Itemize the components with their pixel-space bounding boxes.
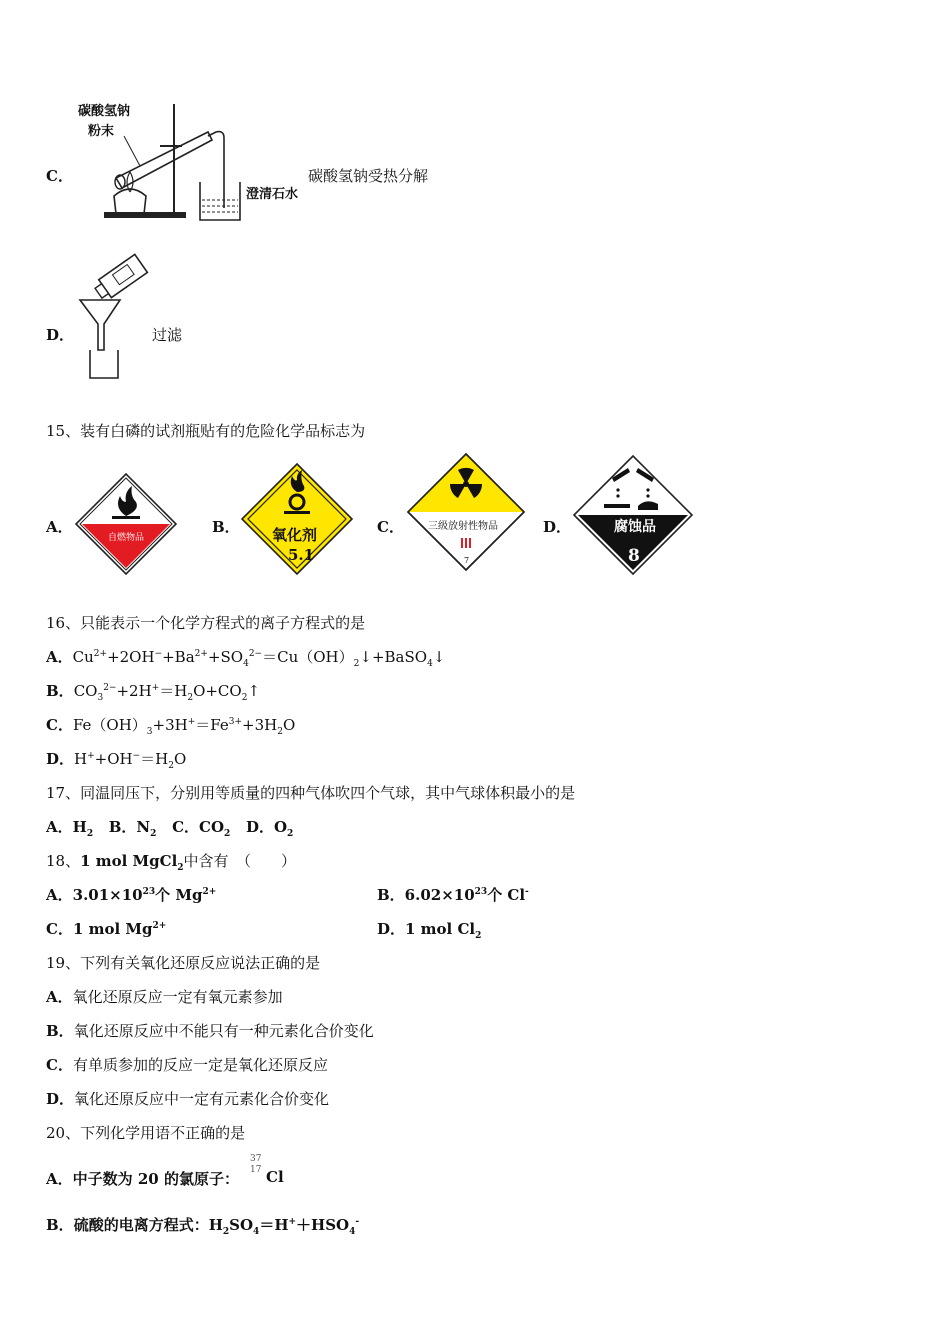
sign-d-text: 腐蚀品 [614,519,656,535]
q20-stem: 20、下列化学用语不正确的是 [46,1124,246,1142]
q15-stem: 15、装有白磷的试剂瓶贴有的危险化学品标志为 [46,422,366,440]
q14-option-c-letter: C． [46,167,73,185]
q20-option-b: B．硫酸的电离方程式：$H_2SO_4=H^++HSO_4^-$ [46,1216,360,1237]
sign-spontaneous-combustion [74,472,178,576]
q14-option-c-text: 碳酸氢钠受热分解 [308,167,429,185]
sign-radioactive [406,452,526,572]
q16-option-b: B．$CO_3^{2-}+2H^+=H_2O+CO_2↑$ [46,682,261,703]
q18-option-b: B．$6.02\times 10^{23}$个 Cl- [377,886,529,904]
q16-option-c: C．$Fe(OH)_3+3H^+=Fe^{3+}+3H_2O$ [46,716,296,737]
q16-option-d: D．$H^++OH^-=H_2O$ [46,750,187,771]
q17-options: A．$H_2$ B．$N_2$ C．$CO_2$ D．$O_2$ [46,818,294,839]
sign-d-class: 8 [628,546,640,566]
q19-option-b: B．氧化还原反应中不能只有一种元素化合价变化 [46,1022,374,1040]
q16-stem: 16、只能表示一个化学方程式的离子方程式的是 [46,614,366,632]
q19-option-c: C．有单质参加的反应一定是氧化还原反应 [46,1056,328,1074]
heating-apparatus-diagram [100,96,315,226]
beaker-label: 澄清石水 [246,187,299,202]
sign-b-text: 氧化剂 [272,526,318,544]
q17-stem: 17、同温同压下，分别用等质量的四种气体吹四个气球，其中气球体积最小的是 [46,784,576,802]
q19-option-a: A．氧化还原反应一定有氧元素参加 [46,988,283,1006]
apparatus-label-powder: 碳酸氢钠 [78,104,131,119]
q18-option-c: C．1 mol $Mg^{2+}$ [46,920,167,938]
sign-b-class: 5.1 [288,546,315,564]
q19-stem: 19、下列有关氧化还原反应说法正确的是 [46,954,321,972]
q15-option-d-letter: D． [543,518,572,536]
chlorine-symbol: Cl [266,1168,284,1186]
q18-option-a: A．$3.01\times 10^{23}$个 $Mg^{2+}$ [46,886,217,904]
filtration-diagram [72,258,162,382]
q16-option-a: A．$Cu^{2+}+2OH^-+Ba^{2+}+SO_4^{2-}=Cu(OH)_2↓+BaSO_4↓$ [46,648,446,669]
q15-option-a-letter: A． [46,518,73,536]
q18-option-d: D．1 mol $Cl_2$ [377,920,482,941]
sign-a-text: 自燃物品 [108,533,145,543]
q15-option-b-letter: B． [212,518,240,536]
sign-c-small-number: 7 [464,556,470,565]
q20-option-a: A．中子数为 20 的氯原子： [46,1170,239,1188]
chlorine-isotope-notation: 37 17 [250,1154,262,1175]
q15-option-c-letter: C． [377,518,404,536]
q14-option-d-letter: D． [46,326,75,344]
sign-c-text: 三级放射性物品 [428,521,498,532]
q14-option-d-text: 过滤 [152,326,183,344]
q18-stem: 18、1 mol MgCl$_2$中含有 （ ） [46,852,297,873]
q19-option-d: D．氧化还原反应中一定有元素化合价变化 [46,1090,330,1108]
apparatus-label-powder-2: 粉末 [88,124,115,139]
